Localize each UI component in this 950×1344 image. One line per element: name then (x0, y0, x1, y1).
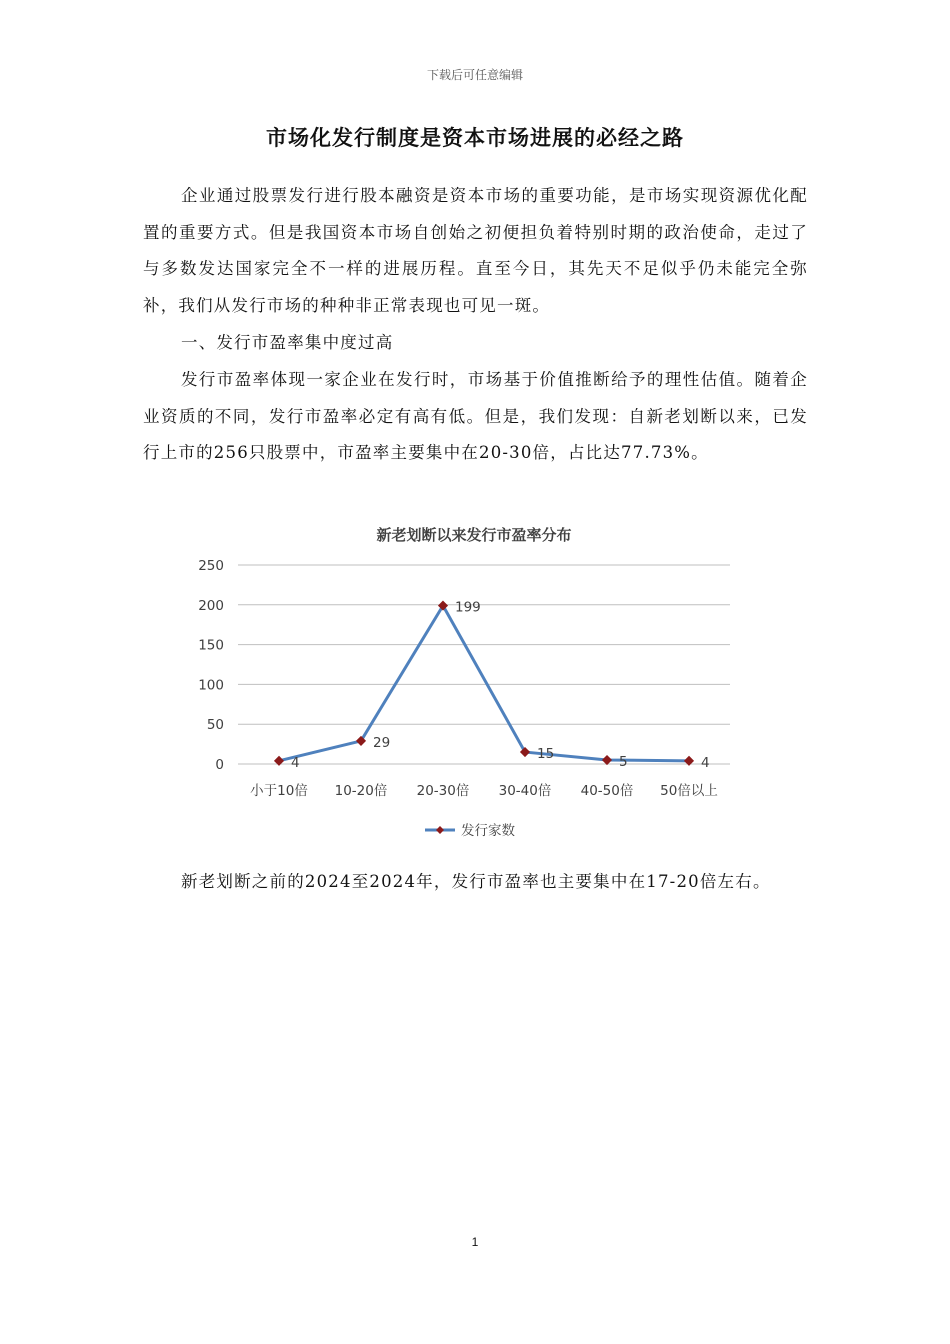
y-tick-label: 250 (198, 558, 224, 574)
legend-marker (436, 826, 444, 834)
series-line (279, 606, 689, 761)
x-tick-label: 小于10倍 (250, 783, 308, 799)
data-label: 29 (373, 734, 391, 751)
chart-canvas (180, 515, 760, 855)
chart-title: 新老划断以来发行市盈率分布 (376, 526, 572, 544)
document-title: 市场化发行制度是资本市场进展的必经之路 (266, 125, 684, 150)
data-label: 4 (291, 754, 300, 771)
y-tick-label: 150 (198, 637, 224, 654)
y-tick-label: 200 (198, 597, 224, 614)
y-tick-label: 50 (206, 717, 224, 734)
legend-label: 发行家数 (461, 823, 515, 839)
closing-paragraph: 新老划断之前的2024至2024年，发行市盈率也主要集中在17-20倍左右。 (181, 872, 771, 891)
pe-distribution-chart (180, 515, 760, 855)
x-tick-label: 40-50倍 (580, 783, 634, 799)
header-note: 下载后可任意编辑 (426, 68, 523, 82)
section-heading: 一、发行市盈率集中度过高 (181, 333, 394, 352)
page-number: 1 (471, 1235, 479, 1249)
data-label: 5 (619, 754, 628, 771)
data-label: 4 (701, 754, 710, 771)
x-tick-label: 10-20倍 (334, 783, 388, 799)
y-tick-label: 0 (215, 757, 224, 773)
data-point (603, 756, 612, 765)
data-label: 15 (537, 746, 555, 763)
data-label: 199 (455, 599, 481, 616)
x-tick-label: 50倍以上 (660, 783, 718, 799)
intro-paragraph: 企业通过股票发行进行股本融资是资本市场的重要功能，是市场实现资源优化配置的重要方式。但是我国资本市场自创始之初便担负着特别时期的政治使命，走过了与多数发达国家完全不一样的进展历程。直至今日，其先天不足似乎仍未能完全弥补，我们从发行市场的种种非正常表现也可见一斑。 (143, 186, 808, 315)
y-tick-label: 100 (198, 677, 224, 694)
x-tick-label: 30-40倍 (498, 783, 552, 799)
x-tick-label: 20-30倍 (416, 783, 470, 799)
pe-analysis-paragraph: 发行市盈率体现一家企业在发行时，市场基于价值推断给予的理性估值。随着企业资质的不同，发行市盈率必定有高有低。但是，我们发现：自新老划断以来，已发行上市的256只股票中，市盈率主要集中在20-30倍，占比达77.73%。 (143, 370, 808, 462)
